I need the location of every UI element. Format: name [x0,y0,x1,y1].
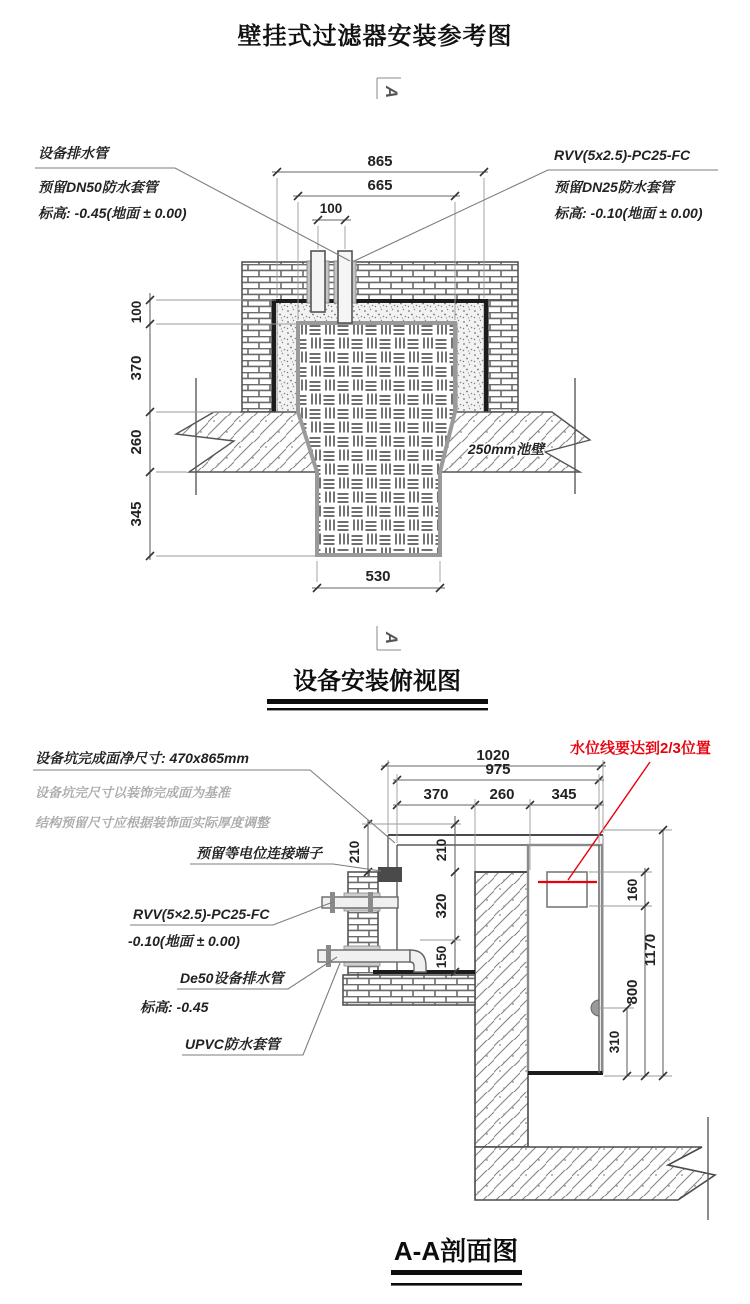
dim-865: 865 [367,153,393,170]
dim-150: 150 [434,945,449,969]
water-level-note: 水位线要达到2/3位置 [570,740,711,757]
brick-wall-top [242,262,518,300]
sleeve-label: UPVC防水套管 [185,1036,280,1052]
page-title: 壁挂式过滤器安装参考图 [237,23,513,50]
plan-right-note-1: RVV(5x2.5)-PC25-FC [554,147,691,163]
dim-370: 370 [128,355,145,381]
conduit-flange-2 [368,892,373,913]
dim-310: 310 [607,1030,622,1054]
dim-1170: 1170 [642,933,659,967]
dim-345-sec: 345 [551,786,577,803]
dim-100-top: 100 [319,201,343,216]
plan-title: 设备安装俯视图 [293,668,461,695]
inlet-box [547,872,587,907]
drain-level-label: 标高: -0.45 [140,999,209,1015]
drain-label: De50设备排水管 [180,970,284,986]
pool-wall-label: 250mm池壁 [467,441,545,457]
equipotential-terminal [378,867,402,882]
brick-base [343,975,475,1005]
terminal-label: 预留等电位连接端子 [196,845,322,861]
cable-level-label: -0.10(地面 ± 0.00) [128,933,240,949]
gray-note-1: 设备坑完尺寸以装饰完成面为基准 [35,785,231,800]
dim-260: 260 [128,429,145,455]
section-marker-top [377,78,401,99]
drain-pipe [311,251,325,312]
dim-530: 530 [365,568,391,585]
dim-800: 800 [624,979,641,1005]
section-title-block [391,1236,522,1286]
drain-elbow [410,950,426,972]
dim-210-left: 210 [347,840,362,864]
plan-right-note-2: 预留DN25防水套管 [554,179,674,195]
title-underline-thin [391,1283,522,1286]
pool-floor-slab [475,1147,715,1200]
section-marker-letter: A [382,631,401,645]
dim-370-sec: 370 [423,786,449,803]
dim-320: 320 [433,893,450,919]
dim-665: 665 [367,177,393,194]
title-underline-thick [391,1270,522,1275]
dim-345: 345 [128,501,145,527]
plan-view [35,78,718,710]
plan-title-block [267,667,488,710]
cable-label: RVV(5×2.5)-PC25-FC [133,906,270,922]
brick-wall-right [488,300,518,412]
filter-equipment-body [298,323,455,555]
plan-left-note-2: 预留DN50防水套管 [38,179,158,195]
section-structure [318,762,715,1220]
dim-1020: 1020 [476,747,510,764]
section-marker-letter: A [382,85,401,99]
dim-210-inner: 210 [434,838,449,862]
plan-left-note-3: 标高: -0.45(地面 ± 0.00) [38,205,187,221]
section-marker-bottom [377,626,401,650]
plan-right-note-3: 标高: -0.10(地面 ± 0.00) [554,205,703,221]
gray-note-2: 结构预留尺寸应根据装饰面实际厚度调整 [35,815,270,830]
section-title: A-A剖面图 [393,1236,519,1266]
plan-left-note-1: 设备排水管 [38,145,108,161]
pool-wall-left [176,412,317,472]
section-view [33,739,715,1286]
dim-160: 160 [625,878,640,902]
dim-975: 975 [485,761,511,778]
title-underline-thick [267,699,488,704]
pit-size-note: 设备坑完成面净尺寸: 470x865mm [35,750,249,766]
pool-wall-section [475,872,528,1147]
dim-260-sec: 260 [489,786,515,803]
conduit-pipe [338,251,352,323]
plan-structure [176,251,590,555]
title-underline-thin [267,708,488,710]
dim-100-left: 100 [129,300,144,324]
brick-wall-left [242,300,272,412]
